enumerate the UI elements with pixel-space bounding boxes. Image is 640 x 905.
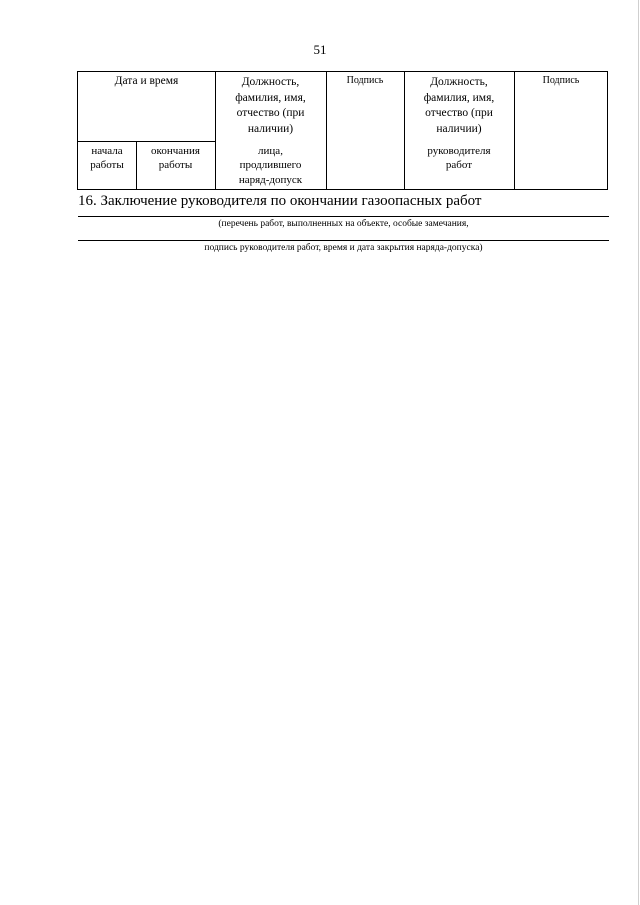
table-divider [326, 72, 327, 189]
work-manager-label: руководителя работ [427, 145, 491, 172]
signature-header: Подпись [542, 75, 580, 86]
fill-line-caption: (перечень работ, выполненных на объекте, особые замечания, [218, 219, 469, 229]
fill-line [78, 240, 609, 241]
start-work-header: начала работы [90, 145, 124, 172]
position-name-header: Должность, фамилия, имя, отчество (при наличии) [423, 76, 495, 135]
extension-table [77, 71, 608, 190]
fill-line-caption: подпись руководителя работ, время и дата закрытия наряда-допуска) [204, 243, 483, 253]
table-divider [514, 72, 515, 189]
page-number: 51 [313, 42, 327, 57]
extending-person-label: лица, продлившего наряд-допуск [238, 145, 303, 186]
fill-line [78, 216, 609, 217]
section-heading: 16. Заключение руководителя по окончании газоопасных работ [78, 193, 482, 209]
date-time-header: Дата и время [114, 75, 179, 87]
position-name-header: Должность, фамилия, имя, отчество (при наличии) [235, 76, 306, 135]
table-divider [78, 141, 215, 142]
page-edge-line [638, 0, 639, 905]
signature-header: Подпись [346, 75, 384, 86]
end-work-header: окончания работы [151, 145, 200, 172]
